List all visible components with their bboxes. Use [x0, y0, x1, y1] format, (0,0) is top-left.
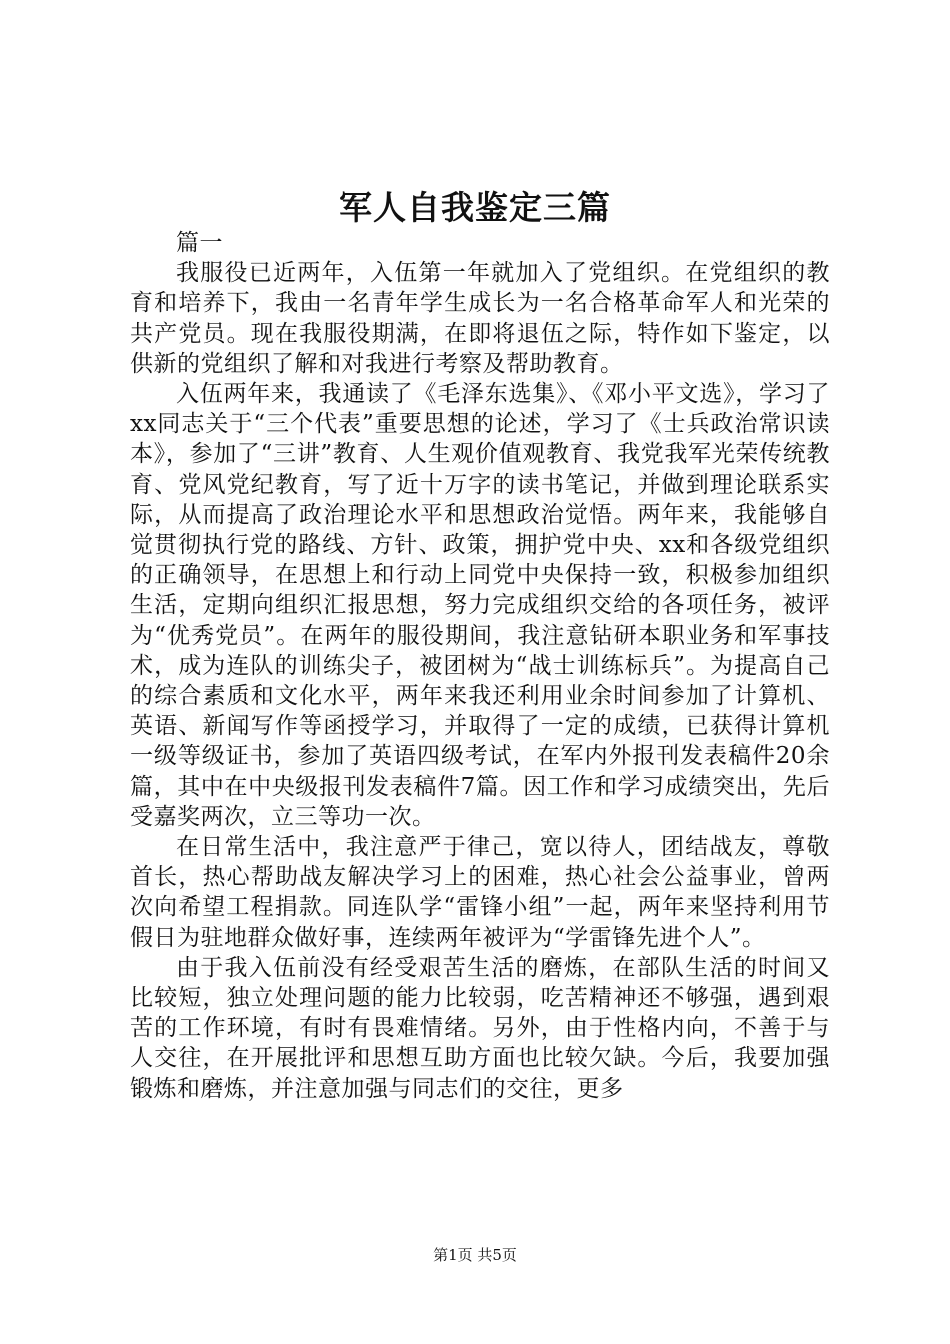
- document-title: 军人自我鉴定三篇: [339, 188, 611, 227]
- paragraph-2: 入伍两年来，我通读了《毛泽东选集》、《邓小平文选》，学习了xx同志关于“三个代表”重要思想的论述，学习了《士兵政治常识读本》，参加了“三讲”教育、人生观价值观教育、我党我军光荣传统教育、党风党纪教育，写了近十万字的读书笔记，并做到理论联系实际，从而提高了政治理论水平和思想政治觉悟。两年来，我能够自觉贯彻执行党的路线、方针、政策，拥护党中央、xx和各级党组织的正确领导，在思想上和行动上同党中央保持一致，积极参加组织生活，定期向组织汇报思想，努力完成组织交给的各项任务，被评为“优秀党员”。在两年的服役期间，我注意钻研本职业务和军事技术，成为连队的训练尖子，被团树为“战士训练标兵”。为提高自己的综合素质和文化水平，两年来我还利用业余时间参加了计算机、英语、新闻写作等函授学习，并取得了一定的成绩，已获得计算机一级等级证书，参加了英语四级考试，在军内外报刊发表稿件20余篇，其中在中央级报刊发表稿件7篇。因工作和学习成绩突出，先后受嘉奖两次，立三等功一次。: [130, 381, 830, 830]
- page-number-footer: 第1页 共5页: [433, 1246, 517, 1264]
- paragraph-3: 在日常生活中，我注意严于律己，宽以待人，团结战友，尊敬首长，热心帮助战友解决学习上的困难，热心社会公益事业，曾两次向希望工程捐款。同连队学“雷锋小组”一起，两年来坚持利用节假日为驻地群众做好事，连续两年被评为“学雷锋先进个人”。: [130, 834, 830, 951]
- document-body: [130, 228, 830, 1104]
- paragraph-1: 我服役已近两年，入伍第一年就加入了党组织。在党组织的教育和培养下，我由一名青年学生成长为一名合格革命军人和光荣的共产党员。现在我服役期满，在即将退伍之际，特作如下鉴定，以供新的党组织了解和对我进行考察及帮助教育。: [130, 260, 830, 377]
- paragraph-4: 由于我入伍前没有经受艰苦生活的磨炼，在部队生活的时间又比较短，独立处理问题的能力比较弱，吃苦精神还不够强，遇到艰苦的工作环境，有时有畏难情绪。另外，由于性格内向，不善于与人交往，在开展批评和思想互助方面也比较欠缺。今后，我要加强锻炼和磨炼，并注意加强与同志们的交往，更多: [130, 954, 830, 1102]
- section-label: 篇一: [176, 230, 223, 256]
